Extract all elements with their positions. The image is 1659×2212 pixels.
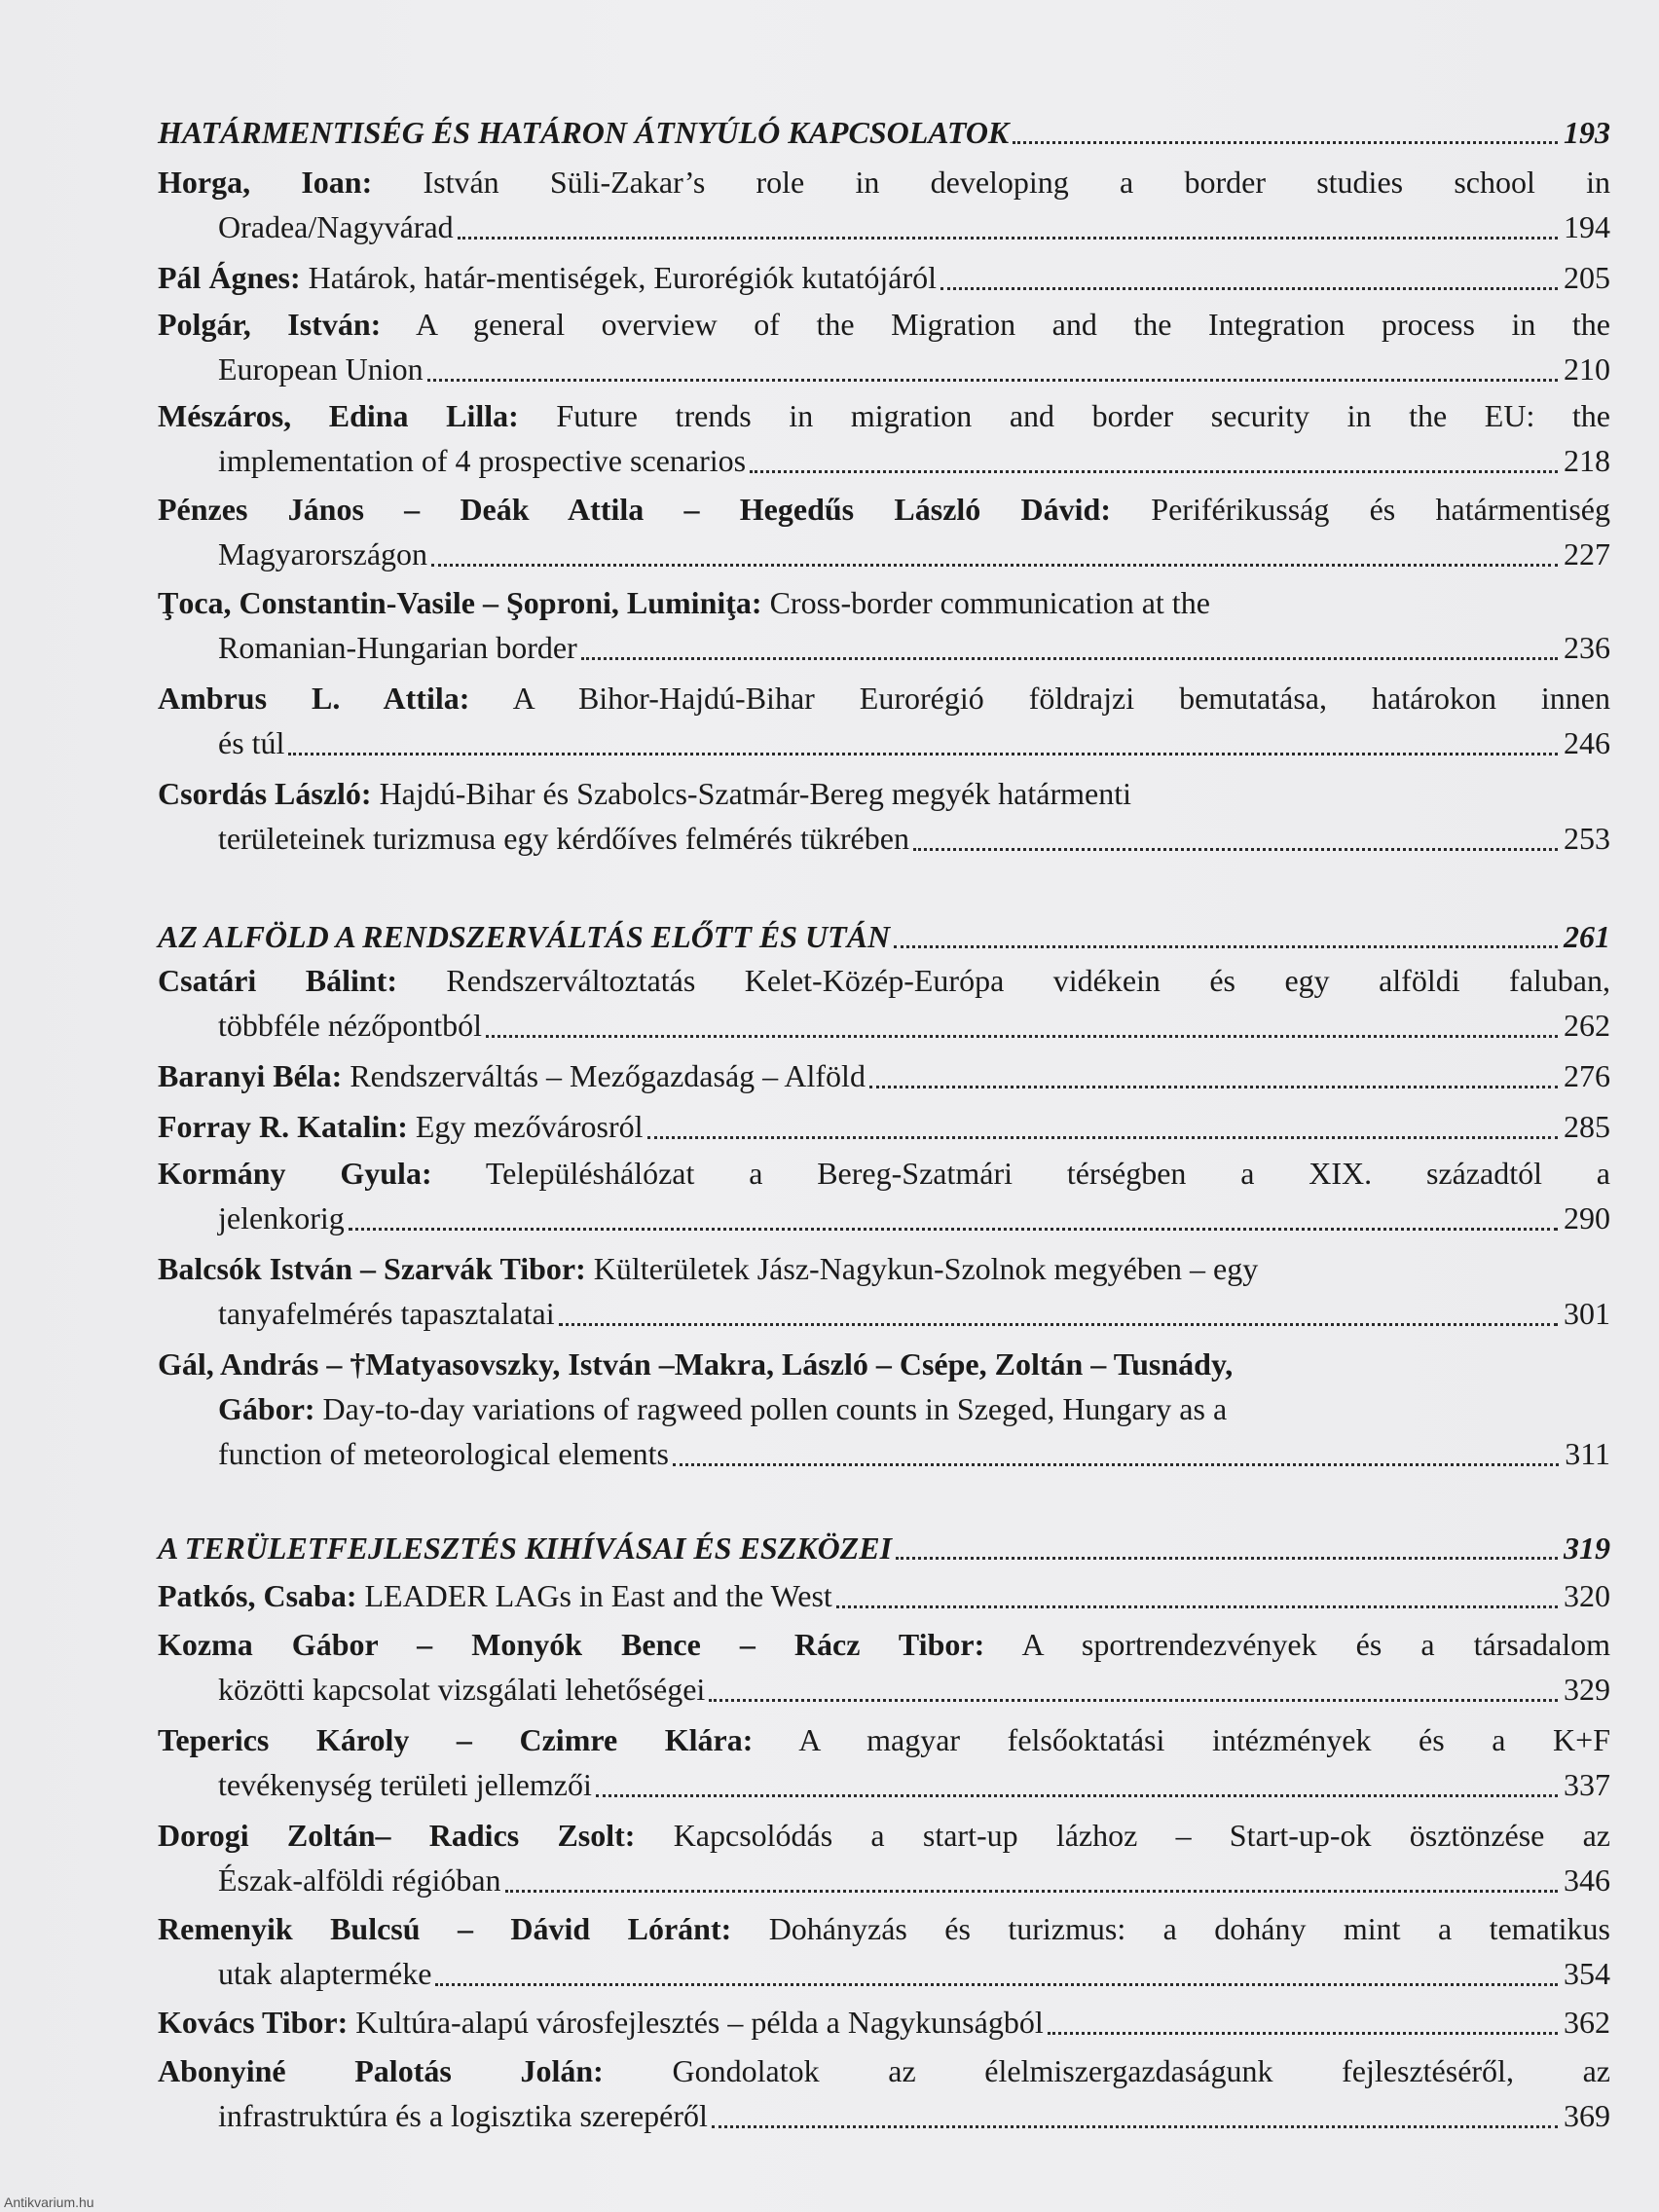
entry-author-cont: Gábor: — [218, 1391, 315, 1426]
entry-title: A general overview of the Migration and the Integration process in the — [416, 307, 1610, 342]
entry-title: A sportrendezvények és a társadalom — [1021, 1627, 1611, 1662]
toc-entry — [158, 1104, 1610, 1149]
entry-page: 311 — [1565, 1436, 1610, 1471]
entry-author: Patkós, Csaba: — [158, 1578, 357, 1613]
entry-author: Baranyi Béla: — [158, 1058, 343, 1093]
section-page: 319 — [1564, 1530, 1610, 1566]
entry-author: Kormány Gyula: — [158, 1156, 432, 1191]
entry-title: Cross-border communication at the — [769, 585, 1210, 620]
entry-title: Egy mezővárosról — [415, 1109, 644, 1144]
entry-title: Rendszerváltás – Mezőgazdaság – Alföld — [350, 1058, 866, 1093]
toc-entry — [158, 2048, 1610, 2138]
entry-author: Csordás László: — [158, 776, 372, 811]
toc-entry — [158, 487, 1610, 576]
section-heading — [158, 915, 1610, 958]
entry-author: Csatári Bálint: — [158, 963, 397, 998]
entry-title: A Bihor-Hajdú-Bihar Eurorégió földrajzi bemutatása, határokon innen — [512, 681, 1611, 716]
entry-title-cont: infrastruktúra és a logisztika szerepéről — [218, 2098, 708, 2133]
entry-title-cont: tanyafelmérés tapasztalatai — [218, 1296, 555, 1331]
toc-entry — [158, 393, 1610, 483]
entry-page: 246 — [1564, 725, 1610, 760]
entry-author: Dorogi Zoltán– Radics Zsolt: — [158, 1818, 636, 1853]
toc-entry — [158, 2000, 1610, 2045]
entry-author: Pénzes János – Deák Attila – Hegedűs László Dávid: — [158, 492, 1112, 527]
section-title: HATÁRMENTISÉG ÉS HATÁRON ÁTNYÚLÓ KAPCSOLATOK — [158, 115, 1010, 150]
entry-title-cont: közötti kapcsolat vizsgálati lehetőségei — [218, 1672, 706, 1707]
entry-page: 362 — [1564, 2005, 1610, 2040]
entry-author: Polgár, István: — [158, 307, 382, 342]
toc-entry — [158, 1622, 1610, 1712]
entry-author: Forray R. Katalin: — [158, 1109, 408, 1144]
entry-page: 320 — [1564, 1578, 1610, 1613]
entry-title-cont: tevékenység területi jellemzői — [218, 1767, 592, 1802]
toc-entry — [158, 255, 1610, 300]
entry-page: 285 — [1564, 1109, 1610, 1144]
entry-page: 262 — [1564, 1008, 1610, 1043]
entry-title-cont: Észak-alföldi régióban — [218, 1862, 501, 1898]
entry-page: 354 — [1564, 1956, 1610, 1991]
section-heading — [158, 1527, 1610, 1569]
entry-author: Balcsók István – Szarvák Tibor: — [158, 1251, 586, 1286]
toc-entry — [158, 1813, 1610, 1902]
entry-title: Dohányzás és turizmus: a dohány mint a tematikus — [768, 1911, 1611, 1946]
leader-dots — [1013, 141, 1558, 144]
entry-author: Abonyiné Palotás Jolán: — [158, 2053, 604, 2088]
entry-author: Ţoca, Constantin-Vasile – Şoproni, Luminiţa: — [158, 585, 762, 620]
entry-title-cont: Romanian-Hungarian border — [218, 630, 577, 665]
entry-page: 218 — [1564, 443, 1610, 478]
entry-title: Településhálózat a Bereg-Szatmári térségben a XIX. századtól a — [485, 1156, 1610, 1191]
toc-entry — [158, 1906, 1610, 1996]
toc-entry — [158, 958, 1610, 1048]
entry-title-cont: jelenkorig — [218, 1200, 345, 1235]
entry-author: Kozma Gábor – Monyók Bence – Rácz Tibor: — [158, 1627, 985, 1662]
entry-page: 276 — [1564, 1058, 1610, 1093]
toc-entry — [158, 1053, 1610, 1098]
toc-entry — [158, 160, 1610, 249]
section-page: 193 — [1564, 115, 1610, 150]
toc-entry — [158, 580, 1610, 670]
entry-title-cont: implementation of 4 prospective scenarios — [218, 443, 747, 478]
entry-title: Kultúra-alapú városfejlesztés – példa a Nagykunságból — [355, 2005, 1044, 2040]
entry-author: Gál, András – †Matyasovszky, István –Makra, László – Csépe, Zoltán – Tusnády, — [158, 1346, 1234, 1382]
entry-author: Horga, Ioan: — [158, 165, 373, 200]
entry-title-cont: többféle nézőpontból — [218, 1008, 483, 1043]
toc-entry — [158, 1573, 1610, 1618]
entry-title-cont: Oradea/Nagyvárad — [218, 209, 454, 244]
entry-title: Periférikusság és határmentiség — [1151, 492, 1611, 527]
entry-author: Pál Ágnes: — [158, 260, 301, 295]
entry-page: 346 — [1564, 1862, 1610, 1898]
entry-author: Teperics Károly – Czimre Klára: — [158, 1722, 754, 1757]
entry-author: Remenyik Bulcsú – Dávid Lóránt: — [158, 1911, 732, 1946]
entry-page: 194 — [1564, 209, 1610, 244]
watermark: Antikvarium.hu — [4, 2194, 94, 2210]
entry-page: 369 — [1564, 2098, 1610, 2133]
entry-title: Határok, határ-mentiségek, Eurorégiók kutatójáról — [308, 260, 937, 295]
entry-page: 253 — [1564, 821, 1610, 856]
entry-title-cont: Magyarországon — [218, 536, 428, 571]
entry-title: Kapcsolódás a start-up lázhoz – Start-up-ok ösztönzése az — [673, 1818, 1611, 1853]
section-title: AZ ALFÖLD A RENDSZERVÁLTÁS ELŐTT ÉS UTÁN — [158, 919, 891, 954]
entry-title: Future trends in migration and border security in the EU: the — [556, 398, 1611, 433]
entry-title-cont: területeinek turizmusa egy kérdőíves felmérés tükrében — [218, 821, 909, 856]
toc-entry — [158, 1342, 1610, 1476]
entry-title-cont: utak alaptermékе — [218, 1956, 432, 1991]
entry-title: Day-to-day variations of ragweed pollen counts in Szeged, Hungary as a — [322, 1391, 1228, 1426]
entry-title: Rendszerváltoztatás Kelet-Közép-Európa vidékein és egy alföldi faluban, — [446, 963, 1610, 998]
entry-page: 290 — [1564, 1200, 1610, 1235]
entry-author: Mészáros, Edina Lilla: — [158, 398, 519, 433]
entry-title-cont: function of meteorological elements — [218, 1436, 669, 1471]
entry-page: 337 — [1564, 1767, 1610, 1802]
section-heading — [158, 111, 1610, 154]
section-title: A TERÜLETFEJLESZTÉS KIHÍVÁSAI ÉS ESZKÖZEI — [158, 1530, 893, 1566]
toc-entry — [158, 1151, 1610, 1240]
entry-author: Kovács Tibor: — [158, 2005, 349, 2040]
entry-title: Hajdú-Bihar és Szabolcs-Szatmár-Bereg megyék határmenti — [379, 776, 1131, 811]
entry-title: Külterületek Jász-Nagykun-Szolnok megyében – egy — [593, 1251, 1259, 1286]
entry-page: 210 — [1564, 351, 1610, 387]
toc-entry — [158, 676, 1610, 765]
entry-title: Gondolatok az élelmiszergazdaságunk fejlesztéséről, az — [672, 2053, 1611, 2088]
toc-entry — [158, 302, 1610, 391]
entry-page: 205 — [1564, 260, 1610, 295]
section-page: 261 — [1564, 919, 1610, 954]
entry-title-cont: és túl — [218, 725, 285, 760]
entry-title-cont: European Union — [218, 351, 424, 387]
entry-title: István Süli-Zakar’s role in developing a border studies school in — [423, 165, 1611, 200]
toc-entry — [158, 1246, 1610, 1336]
entry-title: LEADER LAGs in East and the West — [364, 1578, 832, 1613]
toc-entry — [158, 771, 1610, 861]
entry-page: 329 — [1564, 1672, 1610, 1707]
entry-page: 301 — [1564, 1296, 1610, 1331]
entry-author: Ambrus L. Attila: — [158, 681, 470, 716]
entry-page: 236 — [1564, 630, 1610, 665]
entry-title: A magyar felsőoktatási intézmények és a K+F — [798, 1722, 1611, 1757]
entry-page: 227 — [1564, 536, 1610, 571]
leader-dots — [894, 945, 1558, 948]
leader-dots — [896, 1557, 1558, 1560]
toc-entry — [158, 1717, 1610, 1807]
